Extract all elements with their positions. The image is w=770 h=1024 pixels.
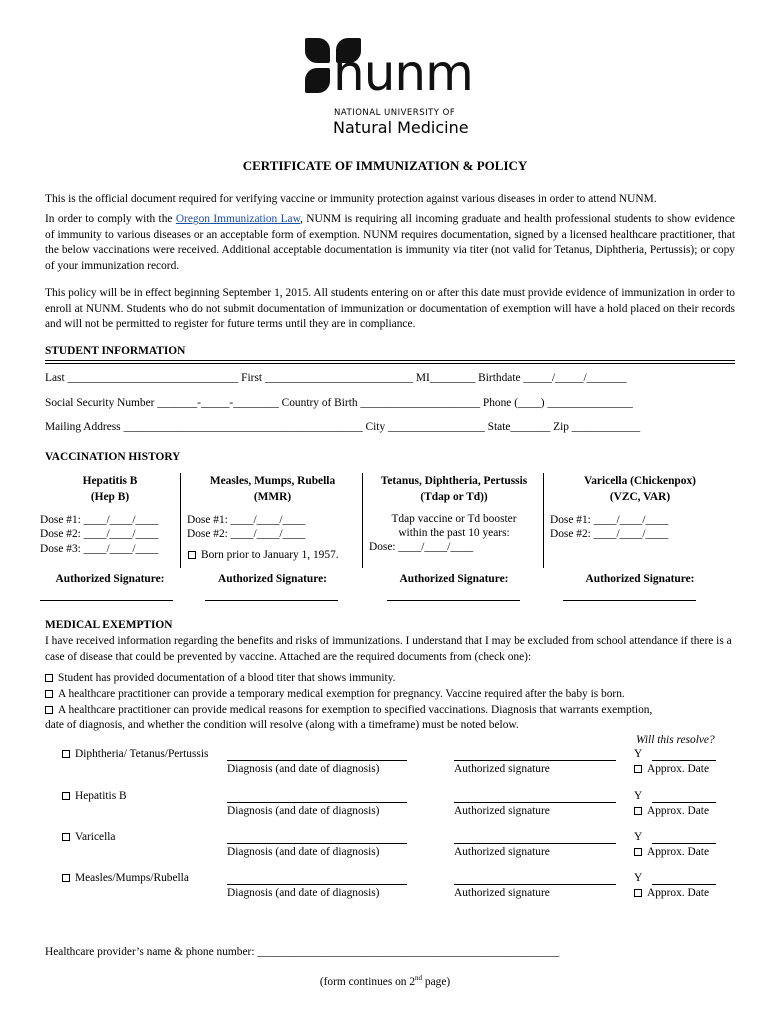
exemption-intro: I have received information regarding the benefits and risks of immunizations. I understand that I may be excluded from school attendance if there is a case of disease that could be prevented by vaccine. Attached are the required documents from (check one): — [45, 635, 732, 663]
approx-date-label: Approx. Date — [647, 846, 709, 858]
student-info-row-name[interactable]: Last ______________________________ First __________________________ MI________ Birthdate _____/_____/_______ — [45, 372, 627, 384]
mmr-header — [185, 474, 360, 505]
varicella-doses[interactable]: Dose #1: ____/____/____ Dose #2: ____/____/____ — [550, 514, 669, 541]
col-divider-2 — [362, 473, 363, 568]
varicella-signature-label: Authorized Signature: — [585, 573, 695, 585]
medical-label-2: date of diagnosis, and whether the condition will resolve (along with a timeframe) must be noted below. — [45, 719, 519, 731]
resolve-yes[interactable] — [634, 831, 642, 843]
page-title: CERTIFICATE OF IMMUNIZATION & POLICY — [242, 158, 528, 173]
pregnancy-label: A healthcare practitioner can provide a temporary medical exemption for pregnancy. Vaccine required after the baby is born. — [58, 688, 625, 700]
exemption-row-checkbox[interactable] — [62, 792, 70, 800]
mmr-subtitle: (MMR) — [253, 490, 292, 503]
col-divider-3 — [543, 473, 544, 568]
exemption-row-label: Varicella — [75, 831, 116, 843]
hepb-doses[interactable]: Dose #1: ____/____/____ Dose #2: ____/____/____ Dose #3: ____/____/____ — [40, 514, 159, 555]
medical-checkbox[interactable] — [45, 706, 53, 714]
approx-date-checkbox[interactable] — [634, 889, 642, 897]
mmr-signature-label: Authorized Signature: — [218, 573, 327, 585]
diagnosis-label: Diagnosis (and date of diagnosis) — [227, 805, 380, 817]
varicella-signature-line[interactable] — [563, 600, 696, 601]
pregnancy-checkbox[interactable] — [45, 690, 53, 698]
exemption-option-titer[interactable] — [45, 672, 395, 684]
approx-date-checkbox[interactable] — [634, 765, 642, 773]
varicella-header — [545, 474, 735, 505]
resolve-yes-label: Y — [634, 790, 643, 802]
signature-label: Authorized signature — [454, 805, 550, 817]
resolve-yes-line[interactable] — [652, 843, 716, 844]
student-info-row-ssn[interactable]: Social Security Number _______-_____-________ Country of Birth _____________________ Phone (____) _______________ — [45, 397, 633, 409]
resolve-yes[interactable] — [634, 790, 642, 802]
oregon-immunization-law-link[interactable]: Oregon Immunization Law — [175, 213, 301, 225]
signature-line[interactable] — [454, 802, 616, 803]
resolve-yes[interactable] — [634, 872, 642, 884]
mmr-born-prior-label: Born prior to January 1, 1957. — [201, 549, 339, 561]
resolve-yes-label: Y — [634, 748, 643, 760]
hepb-header — [40, 474, 180, 505]
approx-date-checkbox[interactable] — [634, 807, 642, 815]
mmr-signature-line[interactable] — [205, 600, 338, 601]
provider-line[interactable]: Healthcare provider’s name & phone number: _____________________________________________________ — [45, 946, 560, 958]
resolve-yes-label: Y — [634, 831, 643, 843]
exemption-heading: MEDICAL EXEMPTION — [45, 619, 173, 631]
form-continues-note — [0, 976, 770, 988]
logo-line1: NATIONAL UNIVERSITY OF — [334, 108, 456, 118]
approx-date-label: Approx. Date — [647, 763, 709, 775]
hepb-subtitle: (Hep B) — [90, 490, 130, 503]
footer-text-post: page) — [422, 976, 451, 988]
resolve-approx-date[interactable] — [634, 805, 709, 817]
exemption-row-checkbox[interactable] — [62, 874, 70, 882]
diagnosis-line[interactable] — [227, 802, 407, 803]
col-divider-1 — [180, 473, 181, 568]
diagnosis-line[interactable] — [227, 843, 407, 844]
varicella-title: Varicella (Chickenpox) — [584, 475, 696, 487]
footer-superscript: nd — [415, 974, 423, 983]
tdap-line-2: within the past 10 years: — [398, 527, 510, 539]
resolve-approx-date[interactable] — [634, 887, 709, 899]
exemption-row-checkbox[interactable] — [62, 833, 70, 841]
tdap-signature-label: Authorized Signature: — [399, 573, 509, 585]
student-info-row-address[interactable]: Mailing Address __________________________________________ City _________________ State_______ Zip ____________ — [45, 421, 641, 433]
hepb-signature-label: Authorized Signature: — [55, 573, 165, 585]
tdap-signature-line[interactable] — [387, 600, 520, 601]
comply-paragraph — [45, 212, 735, 274]
tdap-dose[interactable]: Dose: ____/____/____ — [369, 541, 474, 553]
varicella-subtitle: (VZC, VAR) — [609, 490, 671, 503]
tdap-title: Tetanus, Diphtheria, Pertussis — [380, 475, 528, 487]
resolve-yes-label: Y — [634, 872, 643, 884]
intro-paragraph: This is the official document required for verifying vaccine or immunity protection against various diseases in order to attend NUNM. — [45, 193, 657, 205]
approx-date-label: Approx. Date — [647, 887, 709, 899]
exemption-row-checkbox[interactable] — [62, 750, 70, 758]
mmr-born-prior-checkbox[interactable] — [188, 551, 196, 559]
signature-label: Authorized signature — [454, 887, 550, 899]
tdap-line-1: Tdap vaccine or Td booster — [391, 513, 517, 525]
exemption-option-pregnancy[interactable] — [45, 688, 625, 700]
mmr-title: Measles, Mumps, Rubella — [209, 475, 336, 487]
resolve-yes-line[interactable] — [652, 760, 716, 761]
approx-date-label: Approx. Date — [647, 805, 709, 817]
resolve-yes-line[interactable] — [652, 884, 716, 885]
comply-suffix: , NUNM is requiring all incoming graduate and health professional students to show evidence of immunity to various diseases or an acceptable form of exemption. NUNM requires documentation, signed by a licensed healthcare practitioner, that the below vaccinations were received. Additional acceptable documentation is immunity via titer (not valid for Tetanus, Diphtheria, Pertussis); or copy of your immunization record. — [45, 213, 735, 272]
student-info-heading: STUDENT INFORMATION — [45, 345, 186, 357]
logo-line2: Natural Medicine — [333, 118, 469, 137]
exemption-row-label: Measles/Mumps/Rubella — [75, 872, 189, 884]
resolve-yes[interactable] — [634, 748, 642, 760]
diagnosis-label: Diagnosis (and date of diagnosis) — [227, 887, 380, 899]
resolve-yes-line[interactable] — [652, 802, 716, 803]
mmr-born-prior-option[interactable] — [188, 549, 339, 561]
mmr-doses[interactable]: Dose #1: ____/____/____ Dose #2: ____/____/____ — [187, 514, 306, 541]
diagnosis-label: Diagnosis (and date of diagnosis) — [227, 846, 380, 858]
student-info-rule-2 — [45, 363, 735, 364]
comply-prefix: In order to comply with the — [45, 213, 176, 225]
titer-label: Student has provided documentation of a blood titer that shows immunity. — [58, 672, 396, 684]
resolve-approx-date[interactable] — [634, 846, 709, 858]
signature-line[interactable] — [454, 760, 616, 761]
exemption-row[interactable] — [62, 872, 189, 884]
tdap-header — [365, 474, 543, 505]
signature-label: Authorized signature — [454, 763, 550, 775]
signature-label: Authorized signature — [454, 846, 550, 858]
diagnosis-line[interactable] — [227, 884, 407, 885]
will-resolve-question: Will this resolve? — [636, 734, 715, 746]
signature-line[interactable] — [454, 843, 616, 844]
vaccination-heading: VACCINATION HISTORY — [45, 451, 181, 463]
approx-date-checkbox[interactable] — [634, 848, 642, 856]
hepb-title: Hepatitis B — [82, 475, 138, 487]
exemption-row[interactable] — [62, 790, 127, 802]
signature-line[interactable] — [454, 884, 616, 885]
student-info-rule-1 — [45, 360, 735, 361]
resolve-approx-date[interactable] — [634, 763, 709, 775]
policy-paragraph: This policy will be in effect beginning September 1, 2015. All students entering on or after this date must provide evidence of immunization in order to enroll at NUNM. Students who do not submit documentation of immunization or documentation of exemption will have a hold placed on their records and will not be permitted to register for future terms until they are in compliance. — [45, 287, 735, 331]
medical-label-1: A healthcare practitioner can provide medical reasons for exemption to specified vaccinations. Diagnosis that warrants exemption, — [58, 704, 653, 716]
exemption-row[interactable] — [62, 748, 208, 760]
diagnosis-label: Diagnosis (and date of diagnosis) — [227, 763, 380, 775]
footer-text-pre: (form continues on 2 — [319, 976, 416, 988]
diagnosis-line[interactable] — [227, 760, 407, 761]
exemption-option-medical[interactable] — [45, 704, 745, 716]
tdap-subtitle: (Tdap or Td)) — [420, 490, 488, 503]
exemption-row-label: Diphtheria/ Tetanus/Pertussis — [75, 748, 209, 760]
hepb-signature-line[interactable] — [40, 600, 173, 601]
titer-checkbox[interactable] — [45, 674, 53, 682]
exemption-row[interactable] — [62, 831, 115, 843]
exemption-row-label: Hepatitis B — [75, 790, 127, 802]
logo-wordmark: nunm — [333, 44, 473, 102]
